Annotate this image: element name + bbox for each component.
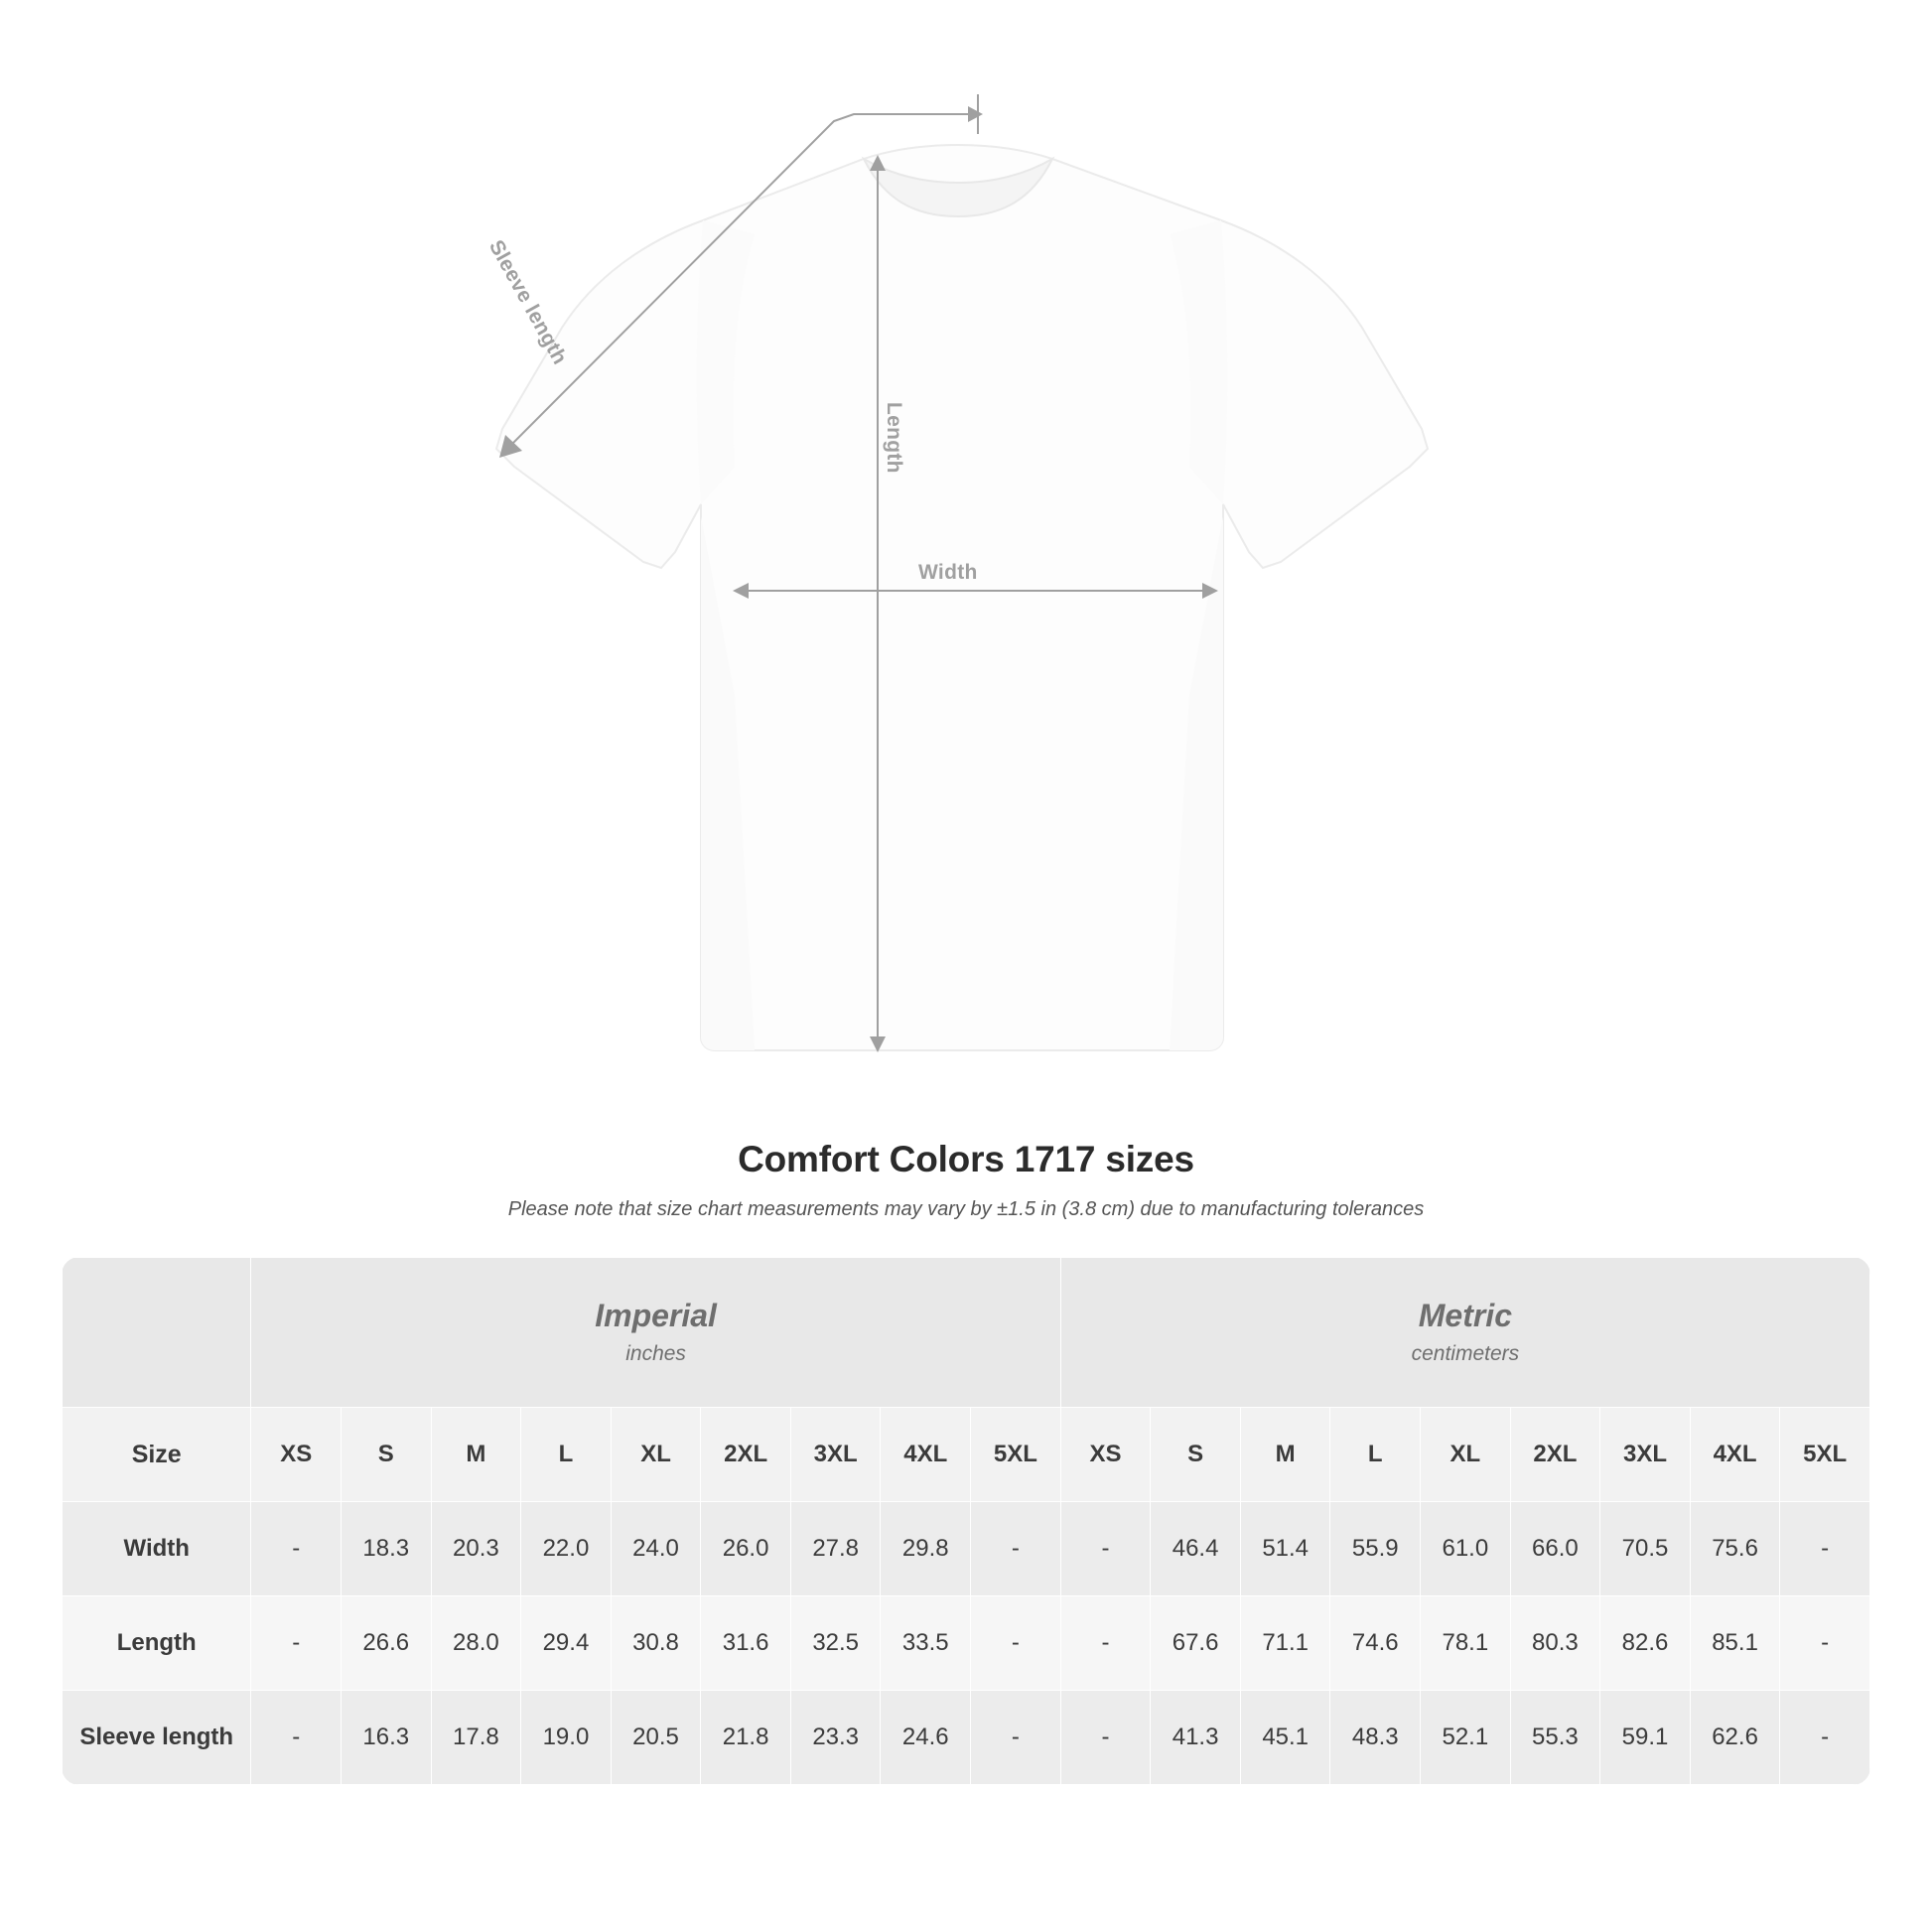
chart-title: Comfort Colors 1717 sizes: [738, 1139, 1194, 1179]
size-header-imperial-4xl: 4XL: [881, 1408, 971, 1502]
size-header-imperial-5xl: 5XL: [971, 1408, 1061, 1502]
size-header-metric-xs: XS: [1060, 1408, 1151, 1502]
cell-length-imperial-s: 26.6: [342, 1596, 432, 1691]
cell-sleeve-imperial-4xl: 24.6: [881, 1691, 971, 1785]
row-label-sleeve-length: Sleeve length: [63, 1691, 251, 1785]
size-header-imperial-s: S: [342, 1408, 432, 1502]
cell-length-metric-5xl: -: [1780, 1596, 1870, 1691]
cell-width-metric-2xl: 66.0: [1510, 1502, 1600, 1596]
cell-width-imperial-4xl: 29.8: [881, 1502, 971, 1596]
cell-width-imperial-s: 18.3: [342, 1502, 432, 1596]
cell-width-imperial-xl: 24.0: [611, 1502, 701, 1596]
cell-width-metric-xl: 61.0: [1421, 1502, 1511, 1596]
cell-sleeve-imperial-xl: 20.5: [611, 1691, 701, 1785]
size-header-imperial-2xl: 2XL: [701, 1408, 791, 1502]
cell-sleeve-imperial-xs: -: [251, 1691, 342, 1785]
cell-width-metric-m: 51.4: [1240, 1502, 1330, 1596]
cell-width-imperial-m: 20.3: [431, 1502, 521, 1596]
size-header-label: Size: [63, 1408, 251, 1502]
cell-width-imperial-5xl: -: [971, 1502, 1061, 1596]
size-header-row: [63, 1408, 1870, 1502]
length-label: Length: [883, 402, 905, 474]
size-header-imperial-l: L: [521, 1408, 612, 1502]
unit-group-imperial: [251, 1258, 1060, 1408]
cell-width-metric-l: 55.9: [1330, 1502, 1421, 1596]
cell-length-imperial-m: 28.0: [431, 1596, 521, 1691]
table-row: [63, 1502, 1870, 1596]
unit-group-metric: [1060, 1258, 1869, 1408]
size-header-imperial-m: M: [431, 1408, 521, 1502]
cell-length-imperial-2xl: 31.6: [701, 1596, 791, 1691]
size-header-metric-4xl: 4XL: [1690, 1408, 1780, 1502]
unit-group-imperial-name: Imperial: [595, 1298, 717, 1334]
cell-sleeve-imperial-m: 17.8: [431, 1691, 521, 1785]
cell-length-metric-4xl: 85.1: [1690, 1596, 1780, 1691]
cell-sleeve-imperial-2xl: 21.8: [701, 1691, 791, 1785]
cell-width-metric-xs: -: [1060, 1502, 1151, 1596]
size-table: [62, 1257, 1870, 1785]
cell-sleeve-metric-2xl: 55.3: [1510, 1691, 1600, 1785]
cell-sleeve-imperial-5xl: -: [971, 1691, 1061, 1785]
width-label: Width: [918, 561, 978, 584]
cell-length-metric-xl: 78.1: [1421, 1596, 1511, 1691]
size-header-metric-5xl: 5XL: [1780, 1408, 1870, 1502]
size-header-metric-3xl: 3XL: [1600, 1408, 1691, 1502]
cell-length-imperial-xs: -: [251, 1596, 342, 1691]
cell-width-metric-3xl: 70.5: [1600, 1502, 1691, 1596]
cell-sleeve-metric-m: 45.1: [1240, 1691, 1330, 1785]
unit-group-metric-name: Metric: [1418, 1298, 1512, 1334]
cell-sleeve-metric-xs: -: [1060, 1691, 1151, 1785]
cell-length-metric-xs: -: [1060, 1596, 1151, 1691]
size-table-wrapper: [62, 1257, 1870, 1785]
title-block: [0, 1139, 1932, 1221]
row-label-width: Width: [63, 1502, 251, 1596]
size-header-metric-m: M: [1240, 1408, 1330, 1502]
cell-length-imperial-5xl: -: [971, 1596, 1061, 1691]
table-corner-cell: [63, 1258, 251, 1408]
cell-sleeve-metric-4xl: 62.6: [1690, 1691, 1780, 1785]
cell-length-imperial-l: 29.4: [521, 1596, 612, 1691]
cell-width-metric-s: 46.4: [1151, 1502, 1241, 1596]
cell-length-imperial-xl: 30.8: [611, 1596, 701, 1691]
table-row: [63, 1596, 1870, 1691]
cell-width-metric-4xl: 75.6: [1690, 1502, 1780, 1596]
cell-width-imperial-3xl: 27.8: [790, 1502, 881, 1596]
size-header-imperial-xl: XL: [611, 1408, 701, 1502]
cell-length-imperial-4xl: 33.5: [881, 1596, 971, 1691]
cell-sleeve-metric-s: 41.3: [1151, 1691, 1241, 1785]
cell-sleeve-metric-3xl: 59.1: [1600, 1691, 1691, 1785]
chart-note: Please note that size chart measurements may vary by ±1.5 in (3.8 cm) due to manufacturing tolerances: [507, 1198, 1425, 1220]
row-label-length: Length: [63, 1596, 251, 1691]
size-header-metric-xl: XL: [1421, 1408, 1511, 1502]
cell-width-imperial-l: 22.0: [521, 1502, 612, 1596]
size-header-metric-l: L: [1330, 1408, 1421, 1502]
unit-group-imperial-sub: inches: [625, 1341, 686, 1365]
cell-length-metric-m: 71.1: [1240, 1596, 1330, 1691]
cell-sleeve-metric-xl: 52.1: [1421, 1691, 1511, 1785]
table-row: [63, 1691, 1870, 1785]
cell-sleeve-imperial-s: 16.3: [342, 1691, 432, 1785]
cell-sleeve-imperial-3xl: 23.3: [790, 1691, 881, 1785]
cell-sleeve-metric-l: 48.3: [1330, 1691, 1421, 1785]
cell-length-metric-3xl: 82.6: [1600, 1596, 1691, 1691]
size-header-metric-s: S: [1151, 1408, 1241, 1502]
cell-sleeve-imperial-l: 19.0: [521, 1691, 612, 1785]
cell-length-metric-s: 67.6: [1151, 1596, 1241, 1691]
cell-sleeve-metric-5xl: -: [1780, 1691, 1870, 1785]
unit-group-metric-sub: centimeters: [1411, 1341, 1520, 1365]
cell-width-imperial-xs: -: [251, 1502, 342, 1596]
size-header-metric-2xl: 2XL: [1510, 1408, 1600, 1502]
size-header-imperial-3xl: 3XL: [790, 1408, 881, 1502]
cell-length-metric-2xl: 80.3: [1510, 1596, 1600, 1691]
unit-group-row: [63, 1258, 1870, 1408]
cell-width-metric-5xl: -: [1780, 1502, 1870, 1596]
cell-length-imperial-3xl: 32.5: [790, 1596, 881, 1691]
cell-width-imperial-2xl: 26.0: [701, 1502, 791, 1596]
sleeve-length-label: Sleeve length: [483, 236, 572, 368]
size-header-imperial-xs: XS: [251, 1408, 342, 1502]
cell-length-metric-l: 74.6: [1330, 1596, 1421, 1691]
tshirt-shape: [496, 145, 1428, 1050]
